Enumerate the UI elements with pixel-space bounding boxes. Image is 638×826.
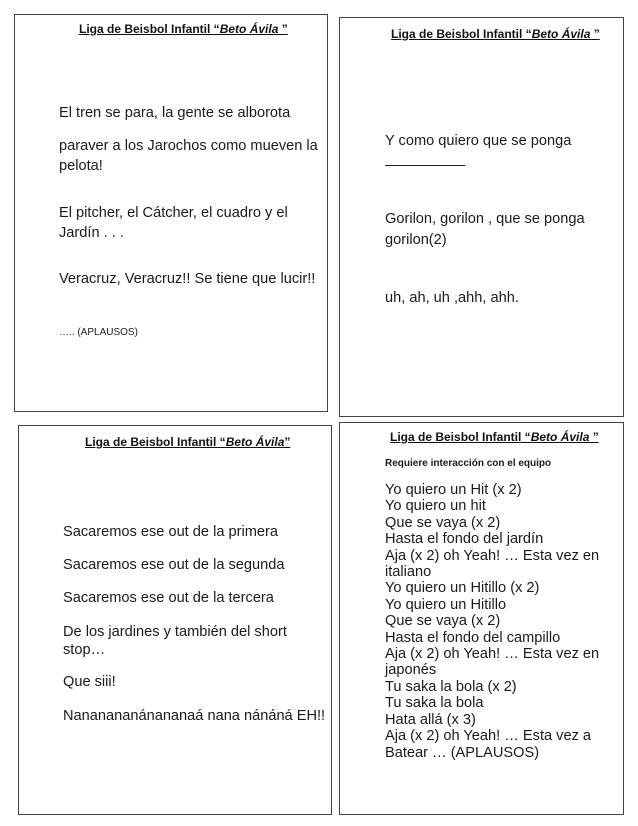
card-1-header [79, 22, 288, 36]
card-3-line-1: Sacaremos ese out de la primera [63, 524, 278, 540]
song-line: Tu saka la bola [385, 695, 484, 712]
chant-card-1 [14, 14, 328, 412]
card-2-line-3: gorilon(2) [385, 232, 447, 248]
league-suffix: ” [278, 22, 288, 36]
league-suffix: ” [590, 27, 600, 41]
league-name: Beto Ávila [531, 27, 591, 41]
card-4-header [390, 430, 599, 444]
card-3-line-6: Que siii! [63, 674, 116, 690]
song-line: Aja (x 2) oh Yeah! … Esta vez a [385, 728, 592, 745]
card-1-line-4: El pitcher, el Cátcher, el cuadro y el [59, 205, 288, 221]
chant-card-4 [339, 422, 624, 815]
card-1-line-6: Veracruz, Veracruz!! Se tiene que lucir!! [59, 271, 316, 287]
card-1-applause: ….. (APLAUSOS) [59, 327, 138, 338]
song-line: Yo quiero un Hitillo [385, 596, 507, 613]
song-line: Hasta el fondo del campillo [385, 629, 561, 646]
song-line: Que se vaya (x 2) [385, 514, 501, 531]
card-2-header [391, 27, 600, 41]
card-3-header [85, 435, 290, 449]
league-prefix: Liga de Beisbol Infantil “ [79, 22, 220, 36]
league-name: Beto Ávila [530, 430, 590, 444]
chant-card-3 [18, 425, 332, 815]
card-1-line-5: Jardín . . . [59, 225, 124, 241]
song-line: japonés [385, 662, 437, 679]
song-line: Yo quiero un hit [385, 498, 486, 515]
league-prefix: Liga de Beisbol Infantil “ [85, 435, 226, 449]
song-line: Hata allá (x 3) [385, 711, 476, 728]
song-line: Que se vaya (x 2) [385, 613, 501, 630]
card-3-line-5: stop… [63, 642, 106, 658]
card-2-line-1: Y como quiero que se ponga [385, 133, 572, 149]
chant-card-2 [339, 17, 624, 417]
league-suffix: ” [284, 435, 291, 449]
card-2-line-2: Gorilon, gorilon , que se ponga [385, 211, 585, 227]
league-suffix: ” [589, 430, 599, 444]
card-3-line-3: Sacaremos ese out de la tercera [63, 590, 274, 606]
league-prefix: Liga de Beisbol Infantil “ [391, 27, 532, 41]
card-3-line-7: Nananananánananaá nana nánáná EH!! [63, 708, 326, 724]
league-name: Beto Ávila [225, 435, 285, 449]
song-line: Aja (x 2) oh Yeah! … Esta vez en [385, 547, 600, 564]
card-2-blank-line [385, 165, 465, 166]
card-2-line-4: uh, ah, uh ,ahh, ahh. [385, 290, 519, 306]
song-line: Hasta el fondo del jardín [385, 531, 544, 548]
card-1-line-3: pelota! [59, 158, 103, 174]
song-line: Batear … (APLAUSOS) [385, 744, 540, 761]
song-line: Tu saka la bola (x 2) [385, 678, 517, 695]
card-4-song [385, 482, 599, 761]
league-prefix: Liga de Beisbol Infantil “ [390, 430, 531, 444]
song-line: Yo quiero un Hitillo (x 2) [385, 580, 540, 597]
league-name: Beto Ávila [219, 22, 279, 36]
song-line: italiano [385, 564, 432, 581]
card-3-line-2: Sacaremos ese out de la segunda [63, 557, 285, 573]
song-line: Yo quiero un Hit (x 2) [385, 482, 522, 498]
song-line: Aja (x 2) oh Yeah! … Esta vez en [385, 646, 600, 663]
card-1-line-2: paraver a los Jarochos como mueven la [59, 138, 318, 154]
card-3-line-4: De los jardines y también del short [63, 624, 287, 640]
card-1-line-1: El tren se para, la gente se alborota [59, 105, 291, 121]
card-4-requirement: Requiere interacción con el equipo [385, 458, 552, 469]
